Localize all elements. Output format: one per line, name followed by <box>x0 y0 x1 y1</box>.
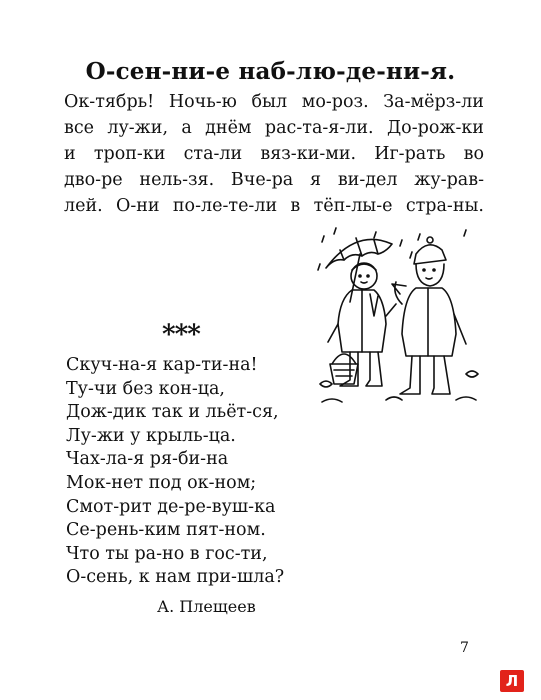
prose-line <box>64 89 484 115</box>
word: во <box>463 144 484 164</box>
word: я <box>310 170 322 190</box>
poem <box>66 354 284 590</box>
word: Ночь-ю <box>168 92 237 112</box>
poem-line: Смот-рит де-ре-вуш-ка <box>66 496 276 517</box>
prose-line <box>64 141 484 167</box>
poem-line: Ту-чи без кон-ца, <box>66 378 225 399</box>
poem-line: Что ты ра-но в гос-ти, <box>66 543 268 564</box>
word: стра-ны. <box>405 196 484 216</box>
poem-line: Дож-дик так и льёт-ся, <box>66 402 279 423</box>
word: а <box>181 118 192 138</box>
poem-line: Чах-ла-я ря-би-на <box>66 449 229 470</box>
children-in-rain-illustration <box>316 224 486 410</box>
poem-line: Се-рень-ким пят-ном. <box>66 520 266 541</box>
word: лей. <box>64 196 103 216</box>
word: дво-ре <box>64 170 123 190</box>
word: За-мёрз-ли <box>383 92 484 112</box>
poem-line: Лу-жи у крыль-ца. <box>66 425 236 446</box>
word: был <box>251 92 288 112</box>
word: рас-та-я-ли. <box>264 118 374 138</box>
word: нель-зя. <box>139 170 215 190</box>
poem-author: А. Плещеев <box>157 597 256 616</box>
poem-line: Мок-нет под ок-ном; <box>66 472 257 493</box>
word: До-рож-ки <box>386 118 484 138</box>
word: лу-жи, <box>107 118 169 138</box>
word: все <box>64 118 95 138</box>
word: ста-ли <box>183 144 243 164</box>
word: троп-ки <box>93 144 166 164</box>
prose-paragraph <box>64 89 484 219</box>
word: в <box>290 196 301 216</box>
poem-line: Скуч-на-я кар-ти-на! <box>66 355 258 375</box>
page-number: 7 <box>460 640 469 656</box>
poem-line: О-сень, к нам при-шла? <box>66 567 285 588</box>
word: Иг-рать <box>374 144 446 164</box>
publisher-logo-icon: Л <box>500 670 524 692</box>
section-separator: *** <box>162 320 200 350</box>
prose-line <box>64 193 484 219</box>
word: жу-рав- <box>414 170 484 190</box>
word: днём <box>205 118 252 138</box>
prose-line <box>64 115 484 141</box>
word: по-ле-те-ли <box>172 196 278 216</box>
word: и <box>64 144 76 164</box>
word: ви-дел <box>337 170 398 190</box>
prose-line <box>64 167 484 193</box>
word: Ок-тябрь! <box>64 92 155 112</box>
page-title: О-сен-ни-е наб-лю-де-ни-я. <box>85 58 456 85</box>
word: О-ни <box>116 196 160 216</box>
word: Вче-ра <box>230 170 294 190</box>
word: тёп-лы-е <box>313 196 393 216</box>
word: вяз-ки-ми. <box>260 144 357 164</box>
word: мо-роз. <box>301 92 369 112</box>
